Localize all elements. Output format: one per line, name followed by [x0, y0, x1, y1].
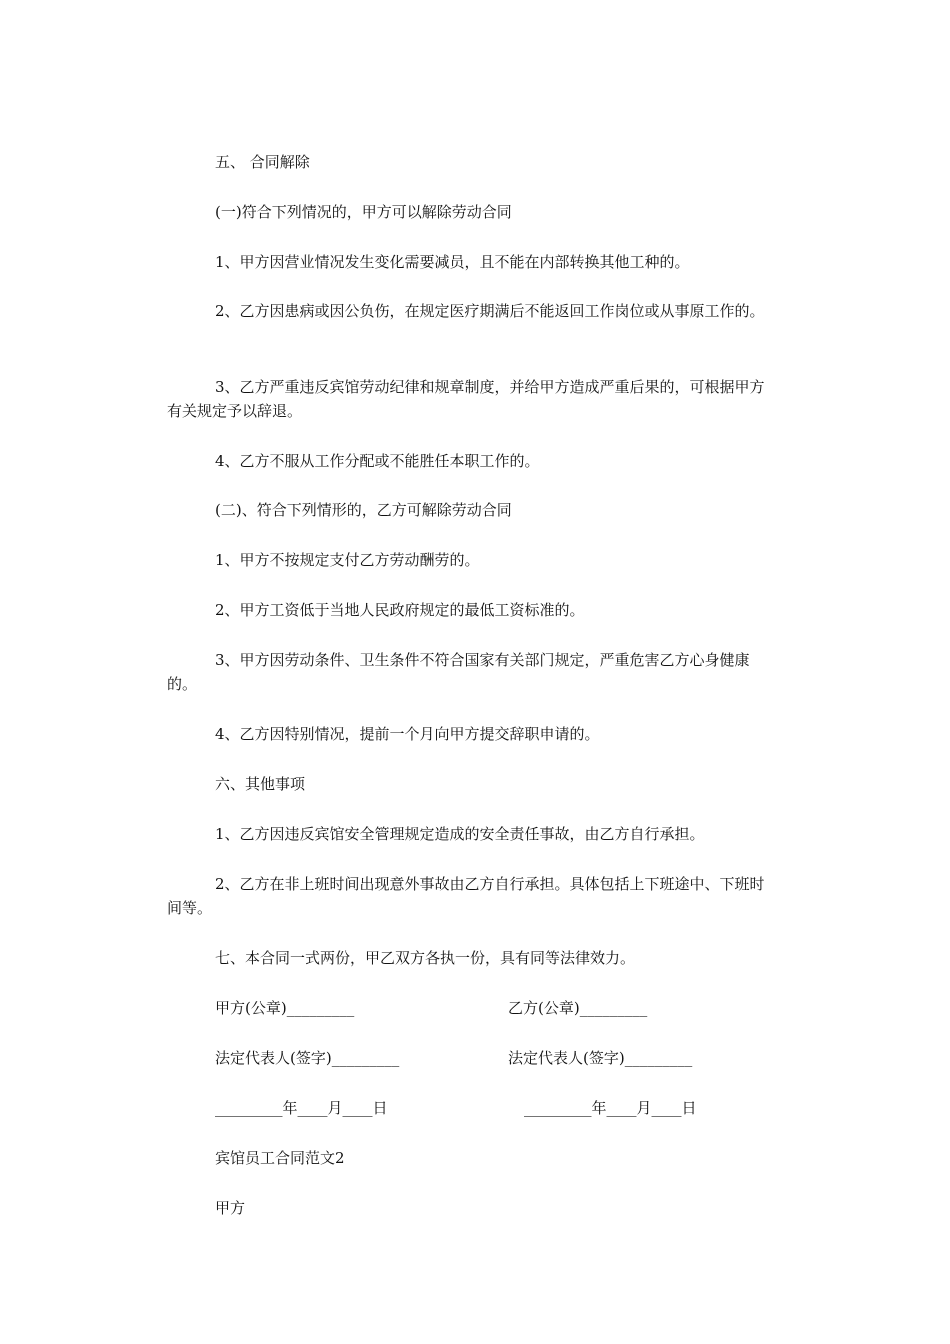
clause-5-a-3-text: 3、乙方严重违反宾馆劳动纪律和规章制度，并给甲方造成严重后果的，可根据甲方有关规定予以辞退。	[167, 378, 765, 420]
clause-5-b-3	[167, 648, 777, 696]
signature-party-a: 甲方(公章)_________	[215, 999, 355, 1017]
section-7: 七、本合同一式两份，甲乙双方各执一份，具有同等法律效力。	[215, 949, 636, 967]
clause-5-a-3	[167, 375, 777, 423]
clause-6-2	[167, 872, 777, 920]
signature-rep-b: 法定代表人(签字)_________	[508, 1049, 693, 1067]
section-5-a-heading: (一)符合下列情况的，甲方可以解除劳动合同	[215, 203, 512, 221]
section-6-heading: 六、其他事项	[215, 775, 306, 793]
clause-5-b-1: 1、甲方不按规定支付乙方劳动酬劳的。	[215, 551, 480, 569]
section-5-b-heading: (二)、符合下列情形的，乙方可解除劳动合同	[215, 501, 512, 519]
next-contract-title: 宾馆员工合同范文2	[215, 1149, 345, 1167]
date-line-b: _________年____月____日	[524, 1099, 697, 1117]
clause-6-2-text: 2、乙方在非上班时间出现意外事故由乙方自行承担。具体包括上下班途中、下班时间等。	[167, 875, 765, 917]
signature-rep-a: 法定代表人(签字)_________	[215, 1049, 400, 1067]
section-5-heading: 五、 合同解除	[215, 153, 310, 171]
clause-5-b-2: 2、甲方工资低于当地人民政府规定的最低工资标准的。	[215, 601, 585, 619]
next-contract-party: 甲方	[215, 1199, 246, 1217]
clause-5-a-1: 1、甲方因营业情况发生变化需要减员，且不能在内部转换其他工种的。	[215, 253, 690, 271]
clause-6-1: 1、乙方因违反宾馆安全管理规定造成的安全责任事故，由乙方自行承担。	[215, 825, 705, 843]
signature-party-b: 乙方(公章)_________	[508, 999, 648, 1017]
clause-5-b-3-text: 3、甲方因劳动条件、卫生条件不符合国家有关部门规定，严重危害乙方心身健康的。	[167, 651, 750, 693]
date-line-a: _________年____月____日	[215, 1099, 388, 1117]
clause-5-a-4: 4、乙方不服从工作分配或不能胜任本职工作的。	[215, 452, 540, 470]
clause-5-b-4: 4、乙方因特别情况，提前一个月向甲方提交辞职申请的。	[215, 725, 600, 743]
clause-5-a-2	[167, 299, 777, 323]
clause-5-a-2-text: 2、乙方因患病或因公负伤，在规定医疗期满后不能返回工作岗位或从事原工作的。	[215, 302, 765, 320]
